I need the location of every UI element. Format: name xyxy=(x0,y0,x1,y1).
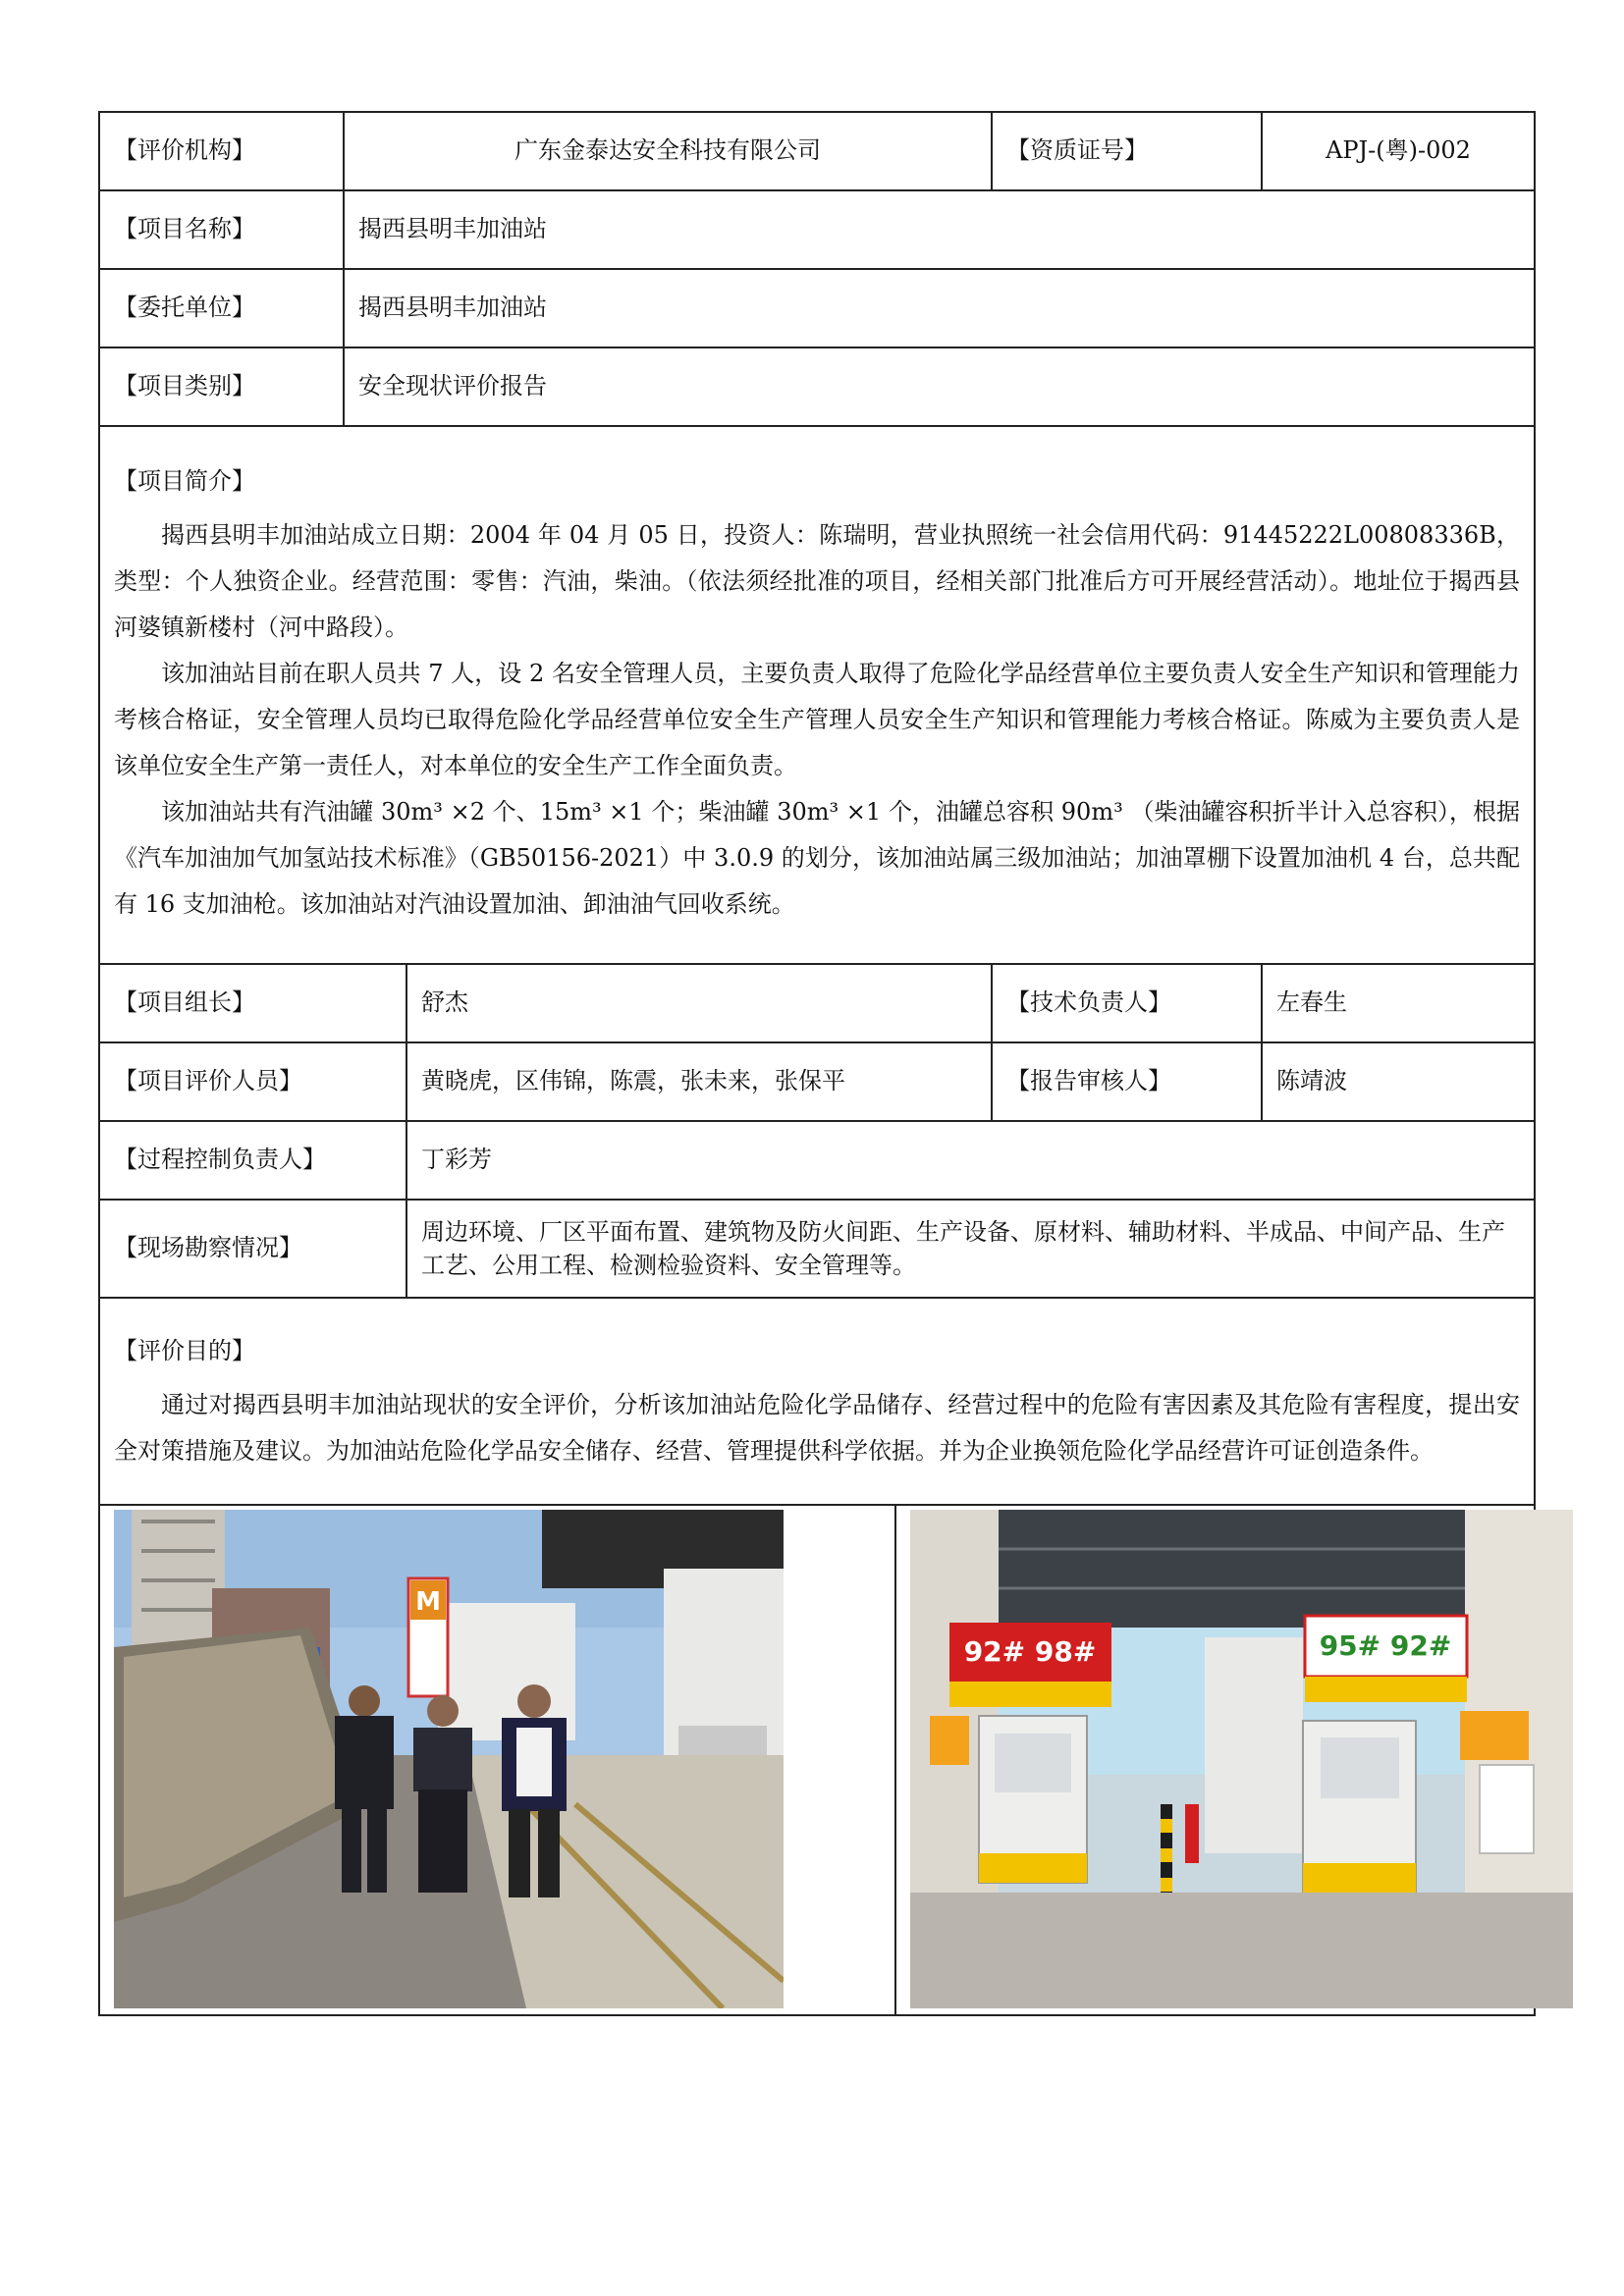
leader-label: 【项目组长】 xyxy=(99,964,406,1042)
reviewer-label: 【报告审核人】 xyxy=(992,1042,1262,1121)
pump-board-right-text: 95# 92# xyxy=(1319,1629,1452,1662)
site-survey-value: 周边环境、厂区平面布置、建筑物及防火间距、生产设备、原材料、辅助材料、半成品、中间产品、生产工艺、公用工程、检测检验资料、安全管理等。 xyxy=(406,1200,1535,1298)
members-label: 【项目评价人员】 xyxy=(99,1042,406,1121)
site-photo-cell-right xyxy=(895,1505,1535,2015)
evaluation-info-sheet xyxy=(98,111,1534,2016)
process-control-label: 【过程控制负责人】 xyxy=(99,1121,406,1200)
process-control-value: 丁彩芳 xyxy=(406,1121,1535,1200)
purpose-text: 通过对揭西县明丰加油站现状的安全评价，分析该加油站危险化学品储存、经营过程中的危险有害因素及其危险有害程度，提出安全对策措施及建议。为加油站危险化学品安全储存、经营、管理提供科学依据。并为企业换领危险化学品经营许可证创造条件。 xyxy=(114,1391,1520,1465)
intro-label: 【项目简介】 xyxy=(114,467,255,495)
intro-paragraph-1: 揭西县明丰加油站成立日期：2004 年 04 月 05 日，投资人：陈瑞明，营业执照统一社会信用代码：91445222L00808336B，类型：个人独资企业。经营范围：零售：汽油，柴油。（依法须经批准的项目，经相关部门批准后方可开展经营活动）。地址位于揭西县河婆镇新楼村（河中路段）。 xyxy=(114,521,1520,641)
org-label: 【评价机构】 xyxy=(99,112,344,190)
site-photo-cell-left xyxy=(99,1505,895,2015)
project-type-label: 【项目类别】 xyxy=(99,347,344,426)
cert-label: 【资质证号】 xyxy=(992,112,1262,190)
site-photo-pumps xyxy=(910,1510,1573,2008)
client-value: 揭西县明丰加油站 xyxy=(344,269,1535,347)
project-intro-section xyxy=(99,426,1535,964)
project-name-label: 【项目名称】 xyxy=(99,190,344,269)
project-type-value: 安全现状评价报告 xyxy=(344,347,1535,426)
site-photo-staff xyxy=(114,1510,784,2008)
intro-paragraph-2: 该加油站目前在职人员共 7 人，设 2 名安全管理人员，主要负责人取得了危险化学品经营单位主要负责人安全生产知识和管理能力考核合格证，安全管理人员均已取得危险化学品经营单位安全生产管理人员安全生产知识和管理能力考核合格证。陈威为主要负责人是该单位安全生产第一责任人，对本单位的安全生产工作全面负责。 xyxy=(114,660,1520,779)
site-survey-label: 【现场勘察情况】 xyxy=(99,1200,406,1298)
photo-fuel-dispensers-image xyxy=(910,1510,1573,2008)
intro-paragraph-3: 该加油站共有汽油罐 30m³ ×2 个、15m³ ×1 个；柴油罐 30m³ ×1 个，油罐总容积 90m³ （柴油罐容积折半计入总容积），根据《汽车加油加气加氢站技术标准》（GB50156-2021）中 3.0.9 的划分，该加油站属三级加油站；加油罩棚下设置加油机 4 台，总共配有 16 支加油枪。该加油站对汽油设置加油、卸油油气回收系统。 xyxy=(114,798,1520,918)
pump-board-left-text: 92# 98# xyxy=(963,1635,1097,1668)
tech-lead-value: 左春生 xyxy=(1262,964,1535,1042)
info-table xyxy=(98,111,1536,2016)
project-name-value: 揭西县明丰加油站 xyxy=(344,190,1535,269)
leader-value: 舒杰 xyxy=(406,964,992,1042)
tech-lead-label: 【技术负责人】 xyxy=(992,964,1262,1042)
purpose-label: 【评价目的】 xyxy=(114,1337,255,1364)
station-logo-sign-text: M xyxy=(415,1587,441,1617)
cert-value: APJ-(粤)-002 xyxy=(1262,112,1535,190)
photo-staff-at-station-image xyxy=(114,1510,784,2008)
members-value: 黄晓虎，区伟锦，陈震，张未来，张保平 xyxy=(406,1042,992,1121)
reviewer-value: 陈靖波 xyxy=(1262,1042,1535,1121)
evaluation-purpose-section xyxy=(99,1298,1535,1505)
org-value: 广东金泰达安全科技有限公司 xyxy=(344,112,992,190)
client-label: 【委托单位】 xyxy=(99,269,344,347)
